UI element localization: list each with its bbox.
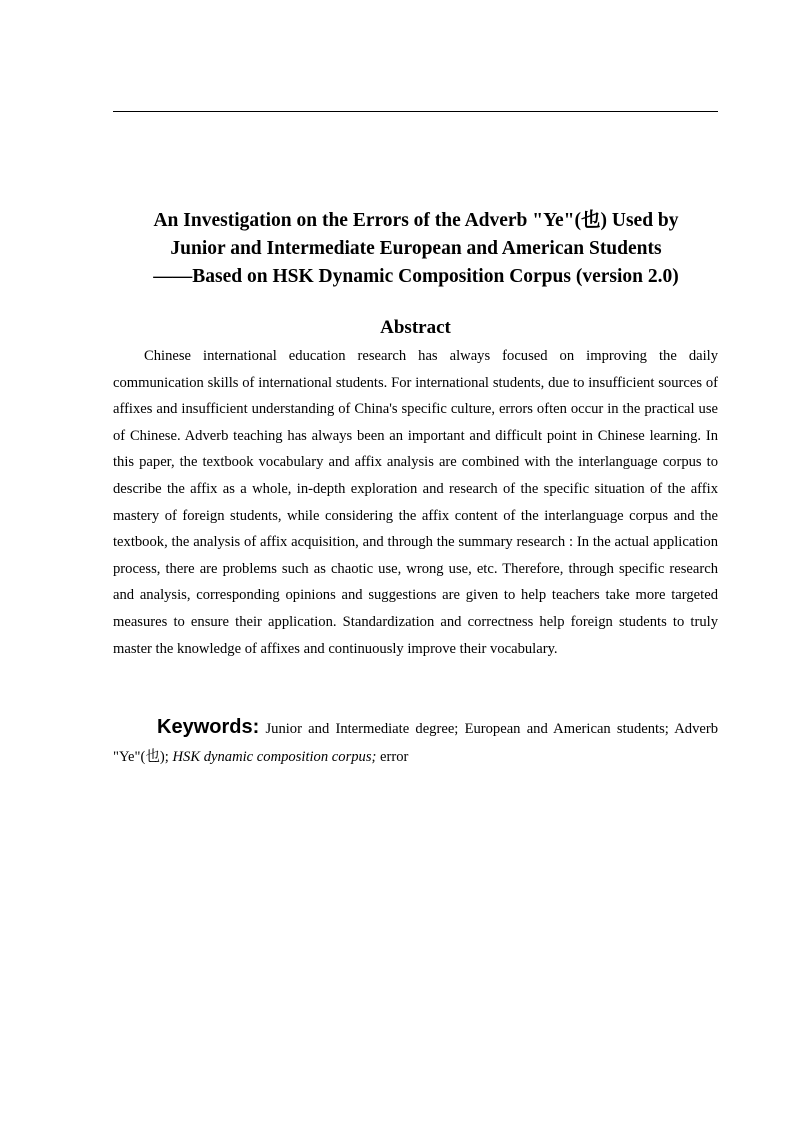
keywords-text-2: error bbox=[376, 749, 409, 765]
keywords-text-1: Junior and Intermediate degree; European and American students; Adverb "Ye"(也); bbox=[113, 721, 718, 765]
keywords-text-italic: HSK dynamic composition corpus; bbox=[172, 749, 377, 765]
paper-title bbox=[100, 207, 732, 291]
header-rule bbox=[113, 111, 718, 112]
keywords-label: Keywords: bbox=[157, 716, 260, 738]
title-line-3: ——Based on HSK Dynamic Composition Corpus (version 2.0) bbox=[153, 266, 679, 287]
abstract-body: Chinese international education research has always focused on improving the daily communication skills of international students. For international students, due to insufficient sources of affixes and insufficient understanding of China's specific culture, errors often occur in the practical use of Chinese. Adverb teaching has always been an important and difficult point in Chinese learning. In this paper, the textbook vocabulary and affix analysis are combined with the interlanguage corpus to describe the affix as a whole, in-depth exploration and research of the specific situation of the affix mastery of foreign students, while considering the affix content of the interlanguage corpus and the textbook, the analysis of affix acquisition, and through the summary research : In the actual application process, there are problems such as chaotic use, wrong use, etc. Therefore, through specific research and analysis, corresponding opinions and suggestions are given to help teachers take more targeted measures to ensure their application. Standardization and correctness help foreign students to truly master the knowledge of affixes and continuously improve their vocabulary. bbox=[113, 348, 718, 657]
title-line-1: An Investigation on the Errors of the Adverb "Ye"(也) Used by bbox=[153, 210, 679, 231]
abstract-heading: Abstract bbox=[380, 317, 451, 338]
title-line-2: Junior and Intermediate European and American Students bbox=[170, 238, 662, 259]
keywords-paragraph bbox=[113, 713, 718, 771]
